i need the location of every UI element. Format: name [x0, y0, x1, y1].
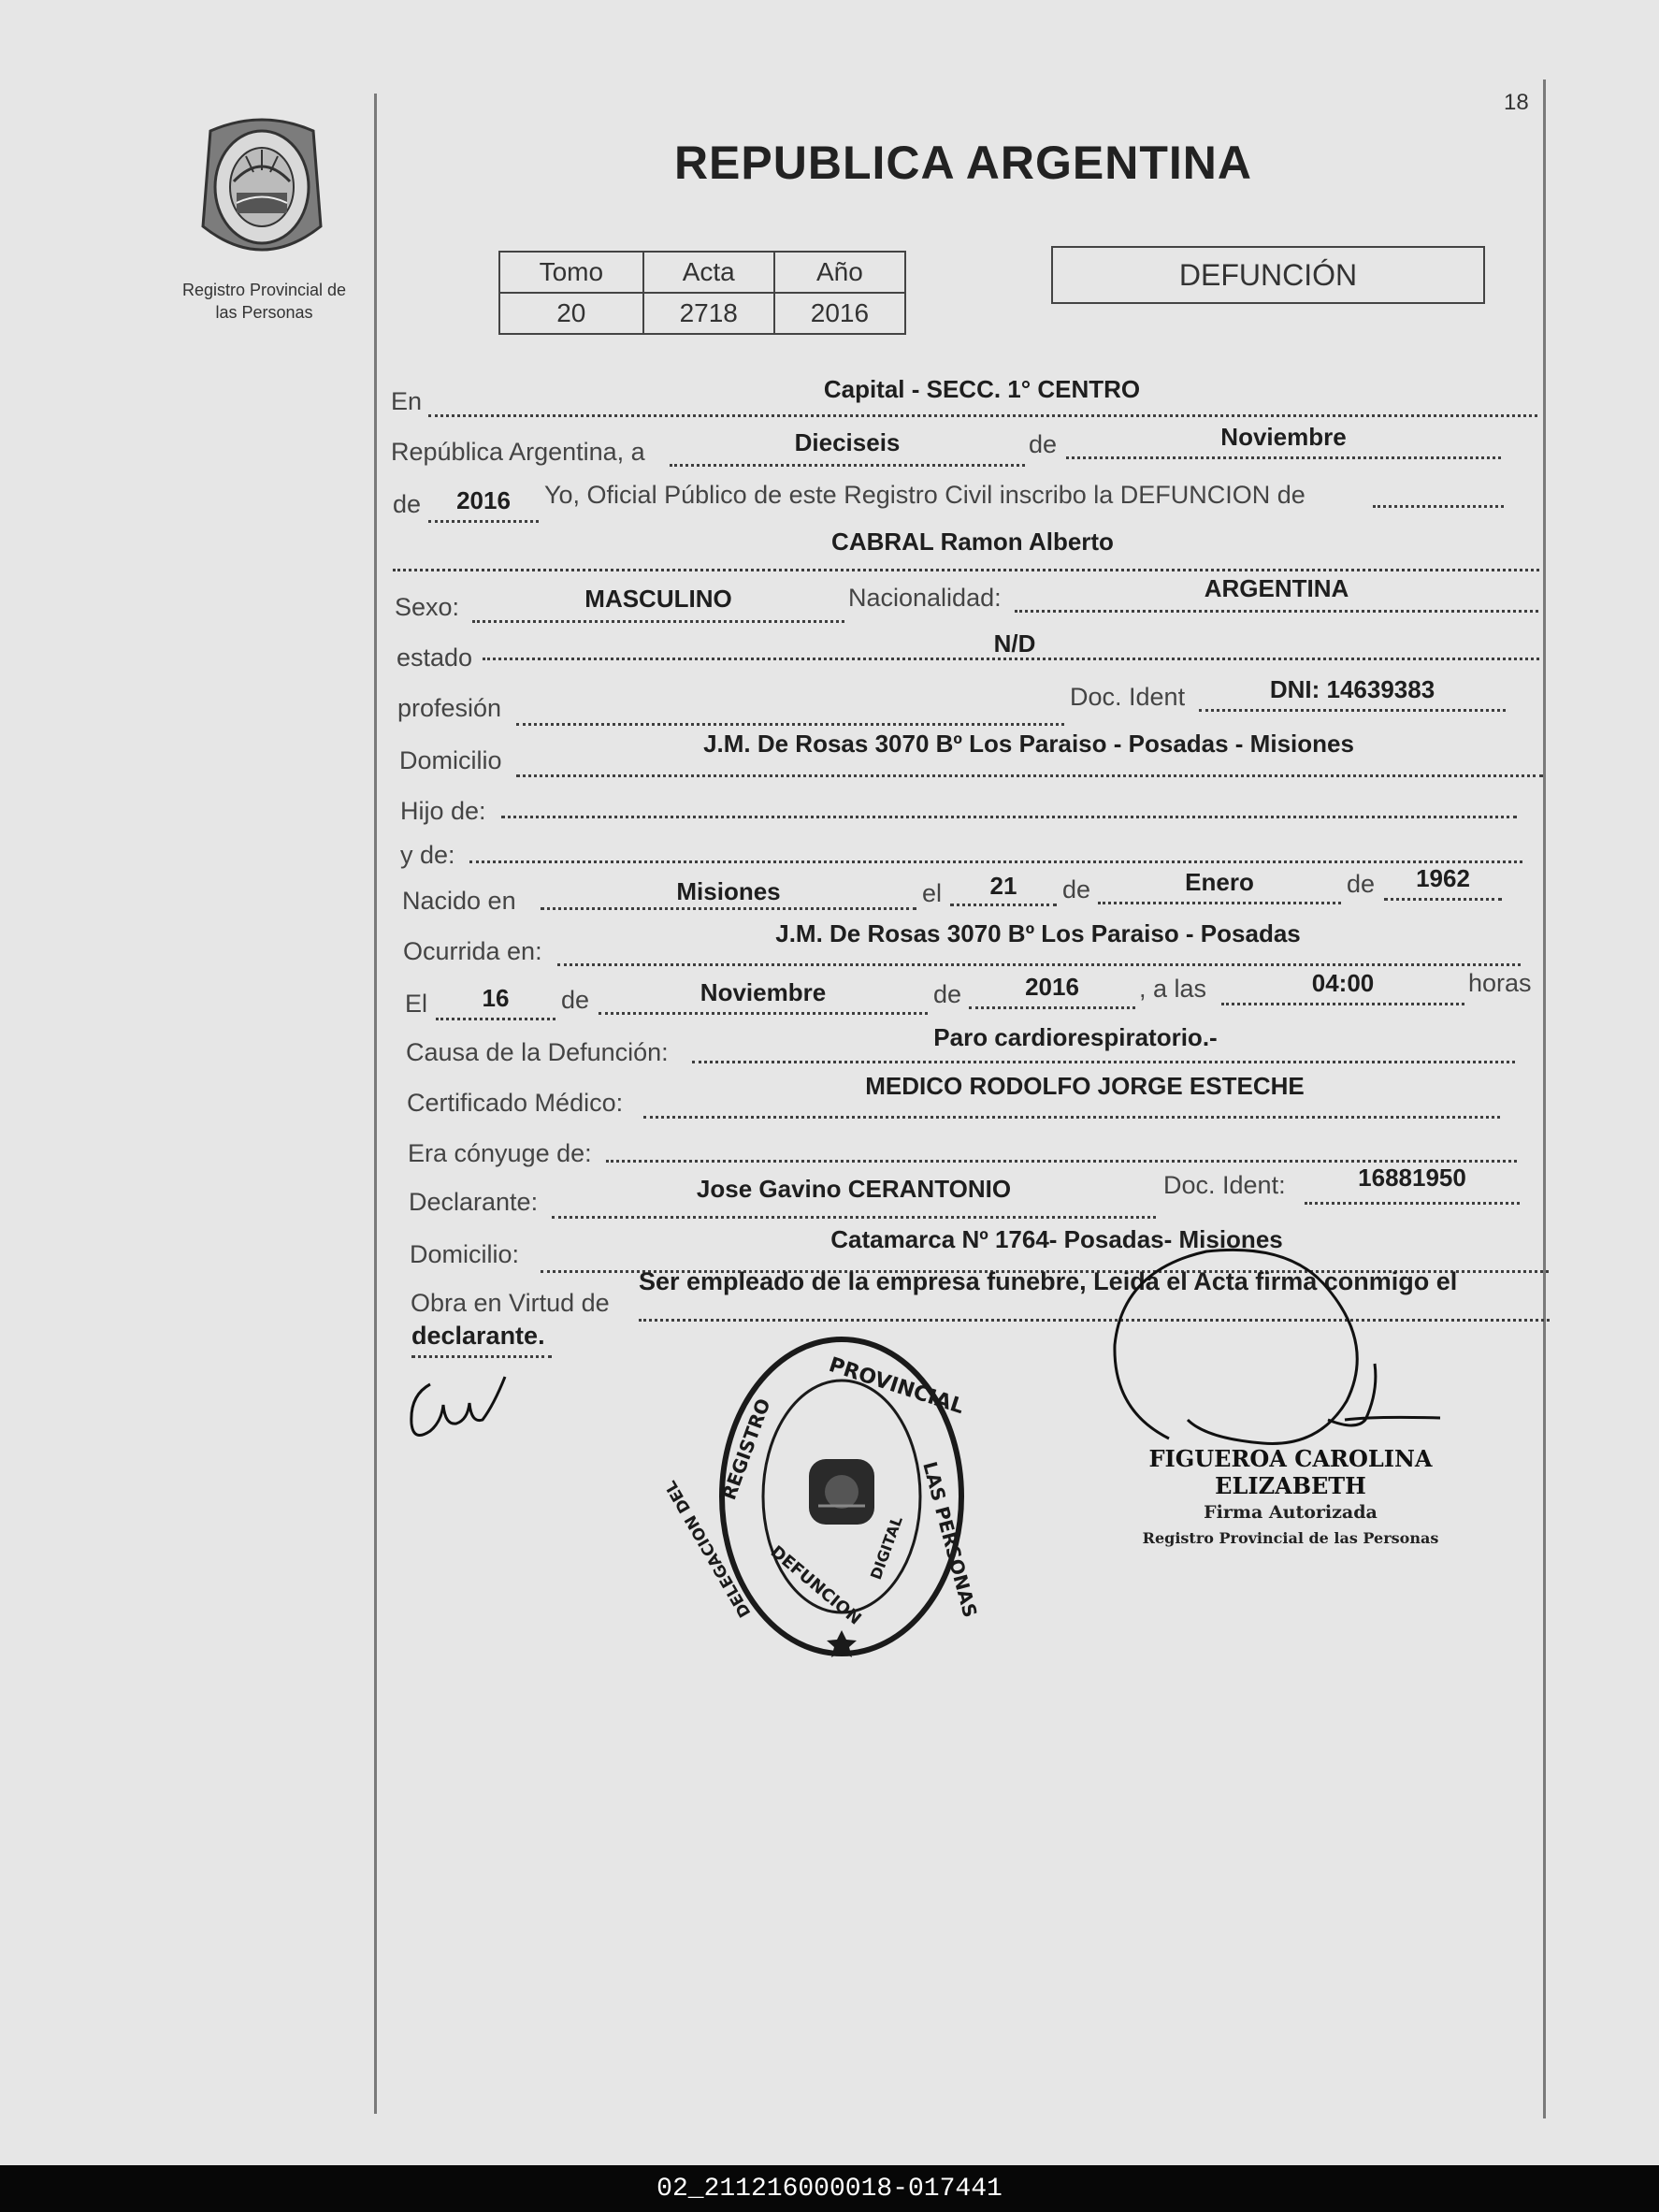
label-de-5: de: [561, 986, 590, 1014]
line-declarante-doc: [1305, 1202, 1520, 1205]
field-nacido-en: Misiones: [676, 877, 781, 905]
line-mes: [1066, 456, 1501, 459]
line-obra-2: [411, 1355, 552, 1358]
line-certificado: [643, 1116, 1500, 1119]
label-nacionalidad: Nacionalidad:: [848, 584, 1002, 612]
label-nacido-en: Nacido en: [402, 887, 516, 915]
field-ocurrida-en: J.M. De Rosas 3070 Bº Los Paraiso - Posadas: [775, 919, 1301, 947]
label-yo-oficial: Yo, Oficial Público de este Registro Civil inscribo la DEFUNCION de: [544, 481, 1306, 509]
field-nac-dia: 21: [989, 872, 1017, 900]
svg-text:DELEGACION DEL: DELEGACION DEL: [661, 1477, 756, 1621]
field-obra-line2: declarante.: [411, 1322, 545, 1350]
field-nacionalidad: ARGENTINA: [1204, 574, 1349, 602]
label-certificado: Certificado Médico:: [407, 1089, 624, 1117]
line-after-oficial: [1373, 505, 1504, 508]
field-mes: Noviembre: [1220, 423, 1347, 451]
svg-text:LAS PERSONAS: LAS PERSONAS: [918, 1459, 982, 1620]
line-hijo-de: [501, 816, 1517, 818]
header-acta: Acta: [643, 252, 774, 293]
label-causa: Causa de la Defunción:: [406, 1038, 669, 1066]
label-domicilio-2: Domicilio:: [410, 1240, 520, 1268]
label-horas: horas: [1468, 969, 1532, 997]
field-declarante-doc: 16881950: [1358, 1164, 1466, 1192]
header-anio: Año: [774, 252, 905, 293]
signature-block: [1113, 1445, 1468, 1552]
line-profesion: [516, 723, 1064, 726]
field-nombre: CABRAL Ramon Alberto: [831, 528, 1114, 556]
line-lugar: [428, 414, 1537, 417]
label-conyuge: Era cónyuge de:: [408, 1139, 592, 1167]
line-nacionalidad: [1015, 610, 1538, 613]
provincial-registry-logo: [192, 114, 332, 262]
line-nombre: [393, 569, 1539, 571]
label-de-3: de: [1062, 875, 1091, 904]
field-def-dia: 16: [482, 984, 510, 1012]
field-lugar: Capital - SECC. 1° CENTRO: [823, 375, 1141, 403]
label-estado: estado: [397, 643, 473, 672]
value-tomo: 20: [499, 293, 643, 334]
line-anio: [428, 520, 539, 523]
label-a-las: , a las: [1139, 975, 1207, 1003]
line-domicilio: [516, 774, 1543, 777]
line-conyuge: [606, 1160, 1517, 1163]
label-doc-ident: Doc. Ident: [1070, 683, 1186, 711]
footer-code: 02_211216000018-017441: [656, 2174, 1003, 2204]
official-stamp: [661, 1333, 982, 1660]
field-def-mes: Noviembre: [700, 978, 827, 1006]
field-nac-mes: Enero: [1185, 868, 1254, 896]
field-def-anio: 2016: [1025, 973, 1079, 1001]
value-anio: 2016: [774, 293, 905, 334]
line-declarante: [552, 1216, 1156, 1219]
label-en: En: [391, 387, 423, 415]
officer-name: FIGUEROA CAROLINA ELIZABETH: [1148, 1445, 1433, 1499]
label-declarante: Declarante:: [409, 1188, 539, 1216]
field-certificado: MEDICO RODOLFO JORGE ESTECHE: [865, 1072, 1305, 1100]
logo-caption-line1: Registro Provincial de: [181, 281, 347, 299]
value-acta: 2718: [643, 293, 774, 334]
label-el-cap: El: [405, 990, 428, 1018]
line-nac-dia: [950, 904, 1057, 906]
line-def-hora: [1221, 1003, 1464, 1005]
svg-text:PROVINCIAL: PROVINCIAL: [826, 1352, 967, 1420]
officer-signature: [1094, 1233, 1450, 1467]
field-domicilio: J.M. De Rosas 3070 Bº Los Paraiso - Posadas - Misiones: [703, 730, 1354, 758]
label-de-6: de: [933, 980, 962, 1008]
svg-text:DIGITAL: DIGITAL: [866, 1513, 906, 1583]
line-def-dia: [436, 1018, 555, 1020]
label-y-de: y de:: [400, 841, 455, 869]
logo-caption-line2: las Personas: [215, 303, 313, 322]
label-sexo: Sexo:: [395, 593, 460, 621]
header-tomo: Tomo: [499, 252, 643, 293]
officer-role: Firma Autorizada: [1204, 1502, 1378, 1523]
line-sexo: [472, 620, 844, 623]
line-y-de: [469, 860, 1522, 863]
officer-office: Registro Provincial de las Personas: [1142, 1529, 1439, 1547]
record-table-value-row: [499, 293, 905, 334]
field-nac-anio: 1962: [1416, 864, 1470, 892]
svg-text:REGISTRO: REGISTRO: [717, 1395, 775, 1503]
field-causa: Paro cardiorespiratorio.-: [933, 1023, 1218, 1051]
field-dia: Dieciseis: [794, 428, 901, 456]
page-number: 18: [1504, 90, 1529, 115]
logo-caption: [159, 279, 369, 324]
declarant-signature: [402, 1367, 533, 1452]
line-def-anio: [969, 1006, 1135, 1009]
label-profesion: profesión: [397, 694, 502, 722]
field-def-hora: 04:00: [1311, 969, 1375, 997]
document-title: REPUBLICA ARGENTINA: [673, 137, 1253, 189]
record-table: [498, 251, 906, 335]
line-nac-mes: [1098, 902, 1341, 904]
line-doc-ident: [1199, 709, 1506, 712]
line-nac-anio: [1384, 898, 1502, 901]
label-domicilio: Domicilio: [399, 746, 502, 774]
field-declarante-domicilio: Catamarca Nº 1764- Posadas- Misiones: [830, 1225, 1283, 1253]
label-doc-ident-2: Doc. Ident:: [1163, 1171, 1286, 1199]
field-sexo: MASCULINO: [584, 585, 732, 613]
label-de-2: de: [393, 490, 422, 518]
label-el: el: [922, 879, 943, 907]
line-causa: [692, 1061, 1515, 1063]
label-de-4: de: [1347, 870, 1376, 898]
label-obra: Obra en Virtud de: [411, 1289, 610, 1317]
label-hijo-de: Hijo de:: [400, 797, 486, 825]
right-margin-line: [1543, 80, 1546, 2118]
svg-text:DEFUNCION: DEFUNCION: [766, 1541, 865, 1629]
record-table-header-row: [499, 252, 905, 293]
line-dia: [670, 464, 1025, 467]
field-declarante: Jose Gavino CERANTONIO: [696, 1175, 1012, 1203]
label-de-1: de: [1029, 430, 1058, 458]
field-doc-ident: DNI: 14639383: [1269, 675, 1435, 703]
field-estado: N/D: [993, 629, 1036, 658]
field-anio: 2016: [456, 486, 511, 514]
label-ocurrida-en: Ocurrida en:: [403, 937, 542, 965]
line-def-mes: [599, 1012, 928, 1015]
field-obra-line1: Ser empleado de la empresa funebre, Leida el Acta firma conmigo el: [639, 1267, 1458, 1295]
line-nacido-en: [541, 907, 916, 910]
left-margin-line: [374, 94, 377, 2114]
footer-code-bar: [0, 2165, 1659, 2212]
line-ocurrida-en: [557, 963, 1521, 966]
record-type-box: DEFUNCIÓN: [1051, 246, 1485, 304]
label-republica: República Argentina, a: [391, 438, 645, 466]
